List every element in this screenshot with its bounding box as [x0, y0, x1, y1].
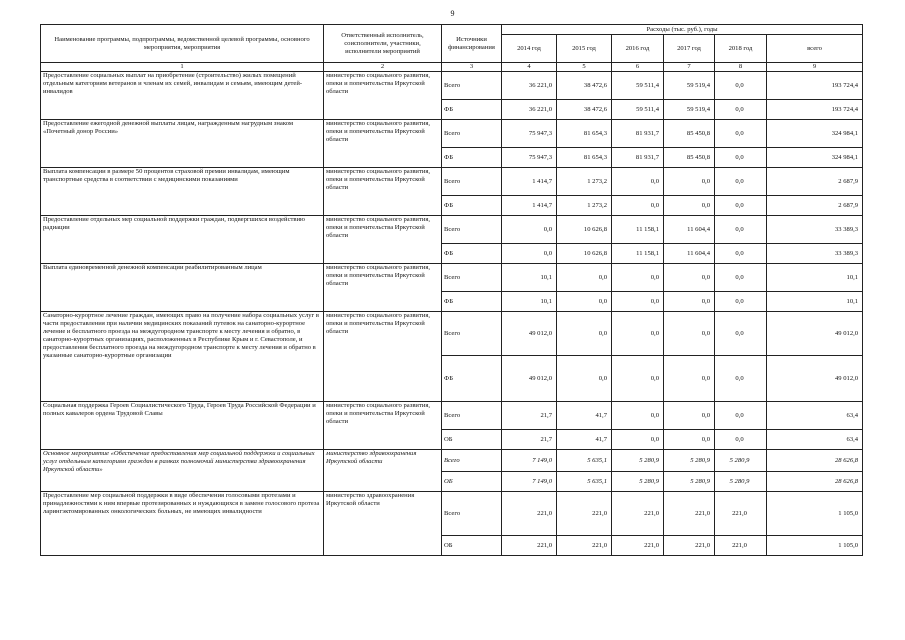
amount-year: 0,0: [715, 72, 767, 100]
table-row: [41, 450, 863, 472]
funding-source: Всего: [442, 450, 502, 472]
amount-year: 0,0: [612, 402, 664, 430]
executor: министерство социального развития, опеки и попечительства Иркутской области: [324, 168, 442, 216]
amount-year: 11 158,1: [612, 244, 664, 264]
executor: министерство социального развития, опеки и попечительства Иркутской области: [324, 216, 442, 264]
amount-year: 81 931,7: [612, 148, 664, 168]
funding-source: Всего: [442, 120, 502, 148]
amount-year: 0,0: [715, 264, 767, 292]
amount-year: 0,0: [557, 356, 612, 402]
program-name: Выплата единовременной денежной компенсации реабилитированным лицам: [41, 264, 324, 312]
amount-total: 49 012,0: [767, 356, 863, 402]
amount-year: 36 221,0: [502, 100, 557, 120]
amount-year: 0,0: [715, 168, 767, 196]
column-number: 2: [324, 63, 442, 72]
amount-year: 0,0: [664, 430, 715, 450]
amount-year: 0,0: [612, 196, 664, 216]
executor: министерство социального развития, опеки и попечительства Иркутской области: [324, 312, 442, 402]
program-name: Санаторно-курортное лечение граждан, имеющих право на получение набора социальных услуг в части предоставления при наличии медицинских показаний путевок на санаторно-курортное лечение и бесплатного проезда на междугородном транспорте к месту лечения и обратно, в санаторно-курортных организациях, расположенных в Республике Крым и г. Севастополе, и предоставления бесплатного проезда на междугородном транспорте к месту лечения и обратно в указанные санаторно-курортные организации: [41, 312, 324, 402]
amount-year: 5 280,9: [715, 450, 767, 472]
amount-year: 0,0: [664, 168, 715, 196]
amount-total: 63,4: [767, 430, 863, 450]
amount-year: 5 280,9: [612, 450, 664, 472]
program-name: Предоставление мер социальной поддержки в виде обеспечения голосовыми протезами и принадлежностями к ним впервые протезированных и нуждающихся в замене голосового протеза ларингэктомированных онкологических больных, не имеющих инвалидности: [41, 492, 324, 556]
funding-source: Всего: [442, 216, 502, 244]
amount-year: 75 947,3: [502, 120, 557, 148]
amount-year: 0,0: [715, 148, 767, 168]
amount-year: 1 273,2: [557, 196, 612, 216]
executor: министерство социального развития, опеки и попечительства Иркутской области: [324, 402, 442, 450]
amount-year: 59 519,4: [664, 72, 715, 100]
amount-year: 21,7: [502, 430, 557, 450]
amount-year: 1 273,2: [557, 168, 612, 196]
amount-year: 11 158,1: [612, 216, 664, 244]
header-year: 2016 год: [612, 35, 664, 63]
table-row: [41, 402, 863, 430]
amount-year: 85 450,8: [664, 120, 715, 148]
funding-source: Всего: [442, 312, 502, 356]
amount-year: 221,0: [664, 492, 715, 536]
table-row: [41, 168, 863, 196]
amount-year: 10,1: [502, 264, 557, 292]
amount-year: 0,0: [715, 312, 767, 356]
column-number: 1: [41, 63, 324, 72]
amount-year: 41,7: [557, 430, 612, 450]
amount-year: 36 221,0: [502, 72, 557, 100]
amount-year: 0,0: [664, 196, 715, 216]
amount-year: 0,0: [557, 292, 612, 312]
amount-total: 1 105,0: [767, 536, 863, 556]
amount-total: 33 389,3: [767, 244, 863, 264]
amount-year: 59 519,4: [664, 100, 715, 120]
amount-year: 7 149,0: [502, 450, 557, 472]
amount-year: 38 472,6: [557, 72, 612, 100]
amount-year: 221,0: [664, 536, 715, 556]
amount-total: 10,1: [767, 264, 863, 292]
amount-total: 28 626,8: [767, 450, 863, 472]
amount-year: 59 511,4: [612, 100, 664, 120]
column-number: 6: [612, 63, 664, 72]
amount-year: 221,0: [557, 492, 612, 536]
amount-total: 324 984,1: [767, 148, 863, 168]
funding-source: ОБ: [442, 536, 502, 556]
expenses-table: [40, 24, 863, 556]
amount-year: 1 414,7: [502, 168, 557, 196]
funding-source: Всего: [442, 72, 502, 100]
amount-year: 38 472,6: [557, 100, 612, 120]
amount-year: 0,0: [612, 264, 664, 292]
table-body: [41, 72, 863, 556]
amount-year: 221,0: [557, 536, 612, 556]
table-row: [41, 492, 863, 536]
amount-year: 0,0: [612, 168, 664, 196]
funding-source: Всего: [442, 168, 502, 196]
amount-total: 2 687,9: [767, 168, 863, 196]
amount-year: 221,0: [715, 492, 767, 536]
amount-year: 0,0: [664, 292, 715, 312]
column-number: 9: [767, 63, 863, 72]
amount-year: 221,0: [612, 492, 664, 536]
amount-total: 63,4: [767, 402, 863, 430]
amount-year: 221,0: [715, 536, 767, 556]
amount-year: 0,0: [612, 292, 664, 312]
amount-year: 85 450,8: [664, 148, 715, 168]
amount-total: 193 724,4: [767, 72, 863, 100]
amount-year: 0,0: [715, 430, 767, 450]
amount-year: 221,0: [612, 536, 664, 556]
amount-total: 1 105,0: [767, 492, 863, 536]
column-number: 4: [502, 63, 557, 72]
amount-year: 0,0: [715, 402, 767, 430]
amount-year: 5 280,9: [715, 472, 767, 492]
program-name: Предоставление ежегодной денежной выплаты лицам, награжденным нагрудным знаком «Почетный донор России»: [41, 120, 324, 168]
header-expenses: Расходы (тыс. руб.), годы: [502, 25, 863, 35]
amount-total: 28 626,8: [767, 472, 863, 492]
funding-source: ФБ: [442, 356, 502, 402]
amount-total: 10,1: [767, 292, 863, 312]
header-name: Наименование программы, подпрограммы, ведомственной целевой программы, основного мероприятия, мероприятия: [41, 25, 324, 63]
amount-year: 5 635,1: [557, 472, 612, 492]
amount-year: 0,0: [612, 312, 664, 356]
amount-year: 0,0: [715, 100, 767, 120]
amount-year: 0,0: [664, 402, 715, 430]
funding-source: ФБ: [442, 196, 502, 216]
table-row: [41, 120, 863, 148]
funding-source: Всего: [442, 402, 502, 430]
table-row: [41, 312, 863, 356]
amount-year: 0,0: [664, 356, 715, 402]
page-number: 9: [450, 9, 455, 18]
amount-year: 1 414,7: [502, 196, 557, 216]
column-numbers-row: [41, 63, 863, 72]
amount-year: 0,0: [715, 216, 767, 244]
amount-year: 0,0: [502, 244, 557, 264]
amount-year: 10 626,8: [557, 244, 612, 264]
amount-year: 10,1: [502, 292, 557, 312]
amount-year: 81 931,7: [612, 120, 664, 148]
amount-year: 0,0: [664, 264, 715, 292]
amount-total: 324 984,1: [767, 120, 863, 148]
table-row: [41, 72, 863, 100]
funding-source: Всего: [442, 264, 502, 292]
amount-year: 0,0: [502, 216, 557, 244]
amount-year: 10 626,8: [557, 216, 612, 244]
amount-year: 41,7: [557, 402, 612, 430]
header-year: 2017 год: [664, 35, 715, 63]
amount-year: 0,0: [612, 356, 664, 402]
program-name: Предоставление отдельных мер социальной поддержки граждан, подвергшихся воздействию радиации: [41, 216, 324, 264]
amount-year: 59 511,4: [612, 72, 664, 100]
amount-year: 0,0: [557, 264, 612, 292]
executor: министерство социального развития, опеки и попечительства Иркутской области: [324, 264, 442, 312]
executor: министерство социального развития, опеки и попечительства Иркутской области: [324, 120, 442, 168]
amount-year: 11 604,4: [664, 216, 715, 244]
funding-source: ФБ: [442, 100, 502, 120]
funding-source: ФБ: [442, 292, 502, 312]
header-source: Источники финансирования: [442, 25, 502, 63]
amount-year: 0,0: [557, 312, 612, 356]
amount-year: 21,7: [502, 402, 557, 430]
amount-year: 0,0: [715, 244, 767, 264]
header-executor: Ответственный исполнитель, соисполнители, участники, исполнители мероприятий: [324, 25, 442, 63]
amount-year: 5 635,1: [557, 450, 612, 472]
column-number: 7: [664, 63, 715, 72]
amount-year: 7 149,0: [502, 472, 557, 492]
amount-year: 81 654,3: [557, 120, 612, 148]
header-year: 2014 год: [502, 35, 557, 63]
amount-year: 0,0: [715, 356, 767, 402]
executor: министерство социального развития, опеки и попечительства Иркутской области: [324, 72, 442, 120]
amount-year: 5 280,9: [664, 450, 715, 472]
amount-year: 49 012,0: [502, 356, 557, 402]
header-total: всего: [767, 35, 863, 63]
amount-year: 81 654,3: [557, 148, 612, 168]
amount-year: 0,0: [612, 430, 664, 450]
amount-year: 0,0: [715, 120, 767, 148]
amount-total: 2 687,9: [767, 196, 863, 216]
amount-year: 11 604,4: [664, 244, 715, 264]
amount-year: 0,0: [715, 196, 767, 216]
table-row: [41, 216, 863, 244]
amount-total: 33 389,3: [767, 216, 863, 244]
amount-year: 0,0: [715, 292, 767, 312]
funding-source: ФБ: [442, 244, 502, 264]
program-name: Основное мероприятие «Обеспечение предоставления мер социальной поддержки и социальных услуг отдельным категориям граждан в рамках полномочий министерства здравоохранения Иркутской области»: [41, 450, 324, 492]
column-number: 3: [442, 63, 502, 72]
amount-year: 5 280,9: [612, 472, 664, 492]
header-year: 2018 год: [715, 35, 767, 63]
amount-year: 221,0: [502, 492, 557, 536]
amount-year: 75 947,3: [502, 148, 557, 168]
column-number: 8: [715, 63, 767, 72]
executor: министерство здравоохранения Иркутской области: [324, 450, 442, 492]
column-number: 5: [557, 63, 612, 72]
amount-year: 221,0: [502, 536, 557, 556]
header-year: 2015 год: [557, 35, 612, 63]
amount-year: 5 280,9: [664, 472, 715, 492]
amount-year: 0,0: [664, 312, 715, 356]
program-name: Выплата компенсации в размере 50 процентов страховой премии инвалидам, имеющим транспортные средства в соответствии с медицинскими показаниями: [41, 168, 324, 216]
funding-source: ОБ: [442, 430, 502, 450]
amount-total: 49 012,0: [767, 312, 863, 356]
amount-year: 49 012,0: [502, 312, 557, 356]
program-name: Предоставление социальных выплат на приобретение (строительство) жилых помещений отдельным категориям ветеранов и членам их семей, инвалидам и семьям, имеющим детей-инвалидов: [41, 72, 324, 120]
program-name: Социальная поддержка Героев Социалистического Труда, Героев Труда Российской Федерации и полных кавалеров ордена Трудовой Славы: [41, 402, 324, 450]
amount-total: 193 724,4: [767, 100, 863, 120]
executor: министерство здравоохранения Иркутской области: [324, 492, 442, 556]
funding-source: Всего: [442, 492, 502, 536]
table-row: [41, 264, 863, 292]
funding-source: ОБ: [442, 472, 502, 492]
funding-source: ФБ: [442, 148, 502, 168]
